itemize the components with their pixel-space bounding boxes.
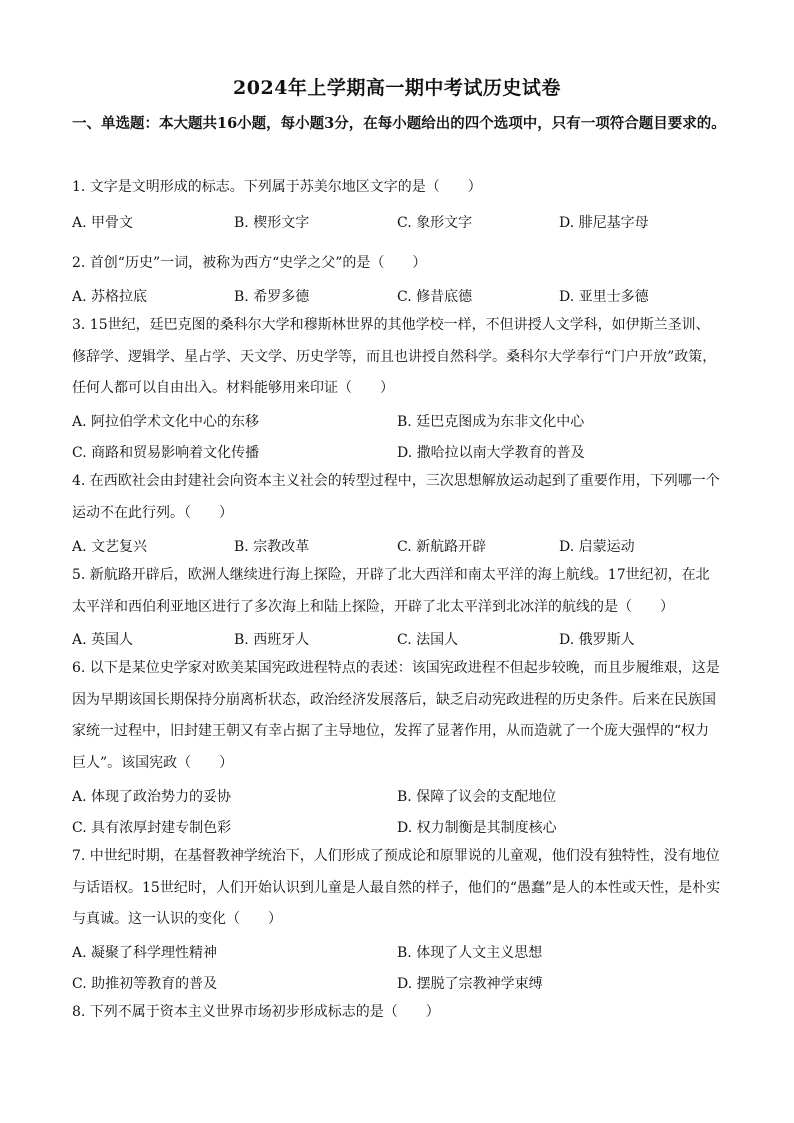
question-6-stem: 6. 以下是某位史学家对欧美某国宪政进程特点的表述：该国宪政进程不但起步较晚，而且步履维艰，这是因为早期该国长期保持分崩离析状态，政治经济发展落后，缺乏启动宪政进程的历史条件。后来在民族国家统一过程中，旧封建王朝又有幸占据了主导地位，发挥了显著作用，从而造就了一个庞大强悍的“权力巨人”。该国宪政（ ）: [72, 660, 720, 771]
question-7-options-row1: [72, 942, 722, 966]
question-1-stem: 1. 文字是文明形成的标志。下列属于苏美尔地区文字的是（ ）: [72, 179, 482, 195]
option-b[interactable]: B. 宗教改革: [234, 539, 310, 555]
option-c[interactable]: C. 商路和贸易影响着文化传播: [72, 445, 260, 461]
option-c[interactable]: C. 助推初等教育的普及: [72, 976, 218, 992]
question-2-options: [72, 286, 722, 310]
question-7-stem: 7. 中世纪时期，在基督教神学统治下，人们形成了预成论和原罪说的儿童观，他们没有独特性，没有地位与话语权。15世纪时，人们开始认识到儿童是人最自然的样子，他们的“愚蠢”是人的本性或天性，是朴实与真诚。这一认识的变化（ ）: [72, 848, 721, 927]
question-6-options-row2: [72, 817, 722, 841]
option-b[interactable]: B. 希罗多德: [234, 289, 310, 305]
question-4-options: [72, 536, 722, 560]
question-5-stem: 5. 新航路开辟后，欧洲人继续进行海上探险，开辟了北大西洋和南太平洋的海上航线。17世纪初，在北太平洋和西伯利亚地区进行了多次海上和陆上探险，开辟了北太平洋到北冰洋的航线的是（ ）: [72, 567, 710, 615]
option-c[interactable]: C. 新航路开辟: [397, 539, 487, 555]
option-b[interactable]: B. 廷巴克图成为东非文化中心: [397, 414, 585, 430]
option-d[interactable]: D. 启蒙运动: [559, 539, 635, 555]
option-a[interactable]: A. 甲骨文: [72, 215, 134, 231]
option-c[interactable]: C. 象形文字: [397, 215, 473, 231]
option-a[interactable]: A. 英国人: [72, 632, 134, 648]
question-3-stem: 3. 15世纪，廷巴克图的桑科尔大学和穆斯林世界的其他学校一样，不但讲授人文学科，如伊斯兰圣训、修辞学、逻辑学、星占学、天文学、历史学等，而且也讲授自然科学。桑科尔大学奉行“门户开放”政策，任何人都可以自由出入。材料能够用来印证（ ）: [72, 317, 717, 396]
question-3-options-row1: [72, 411, 722, 435]
question-1-options: [72, 212, 722, 236]
option-a[interactable]: A. 凝聚了科学理性精神: [72, 945, 218, 961]
option-d[interactable]: D. 亚里士多德: [559, 289, 649, 305]
option-c[interactable]: C. 具有浓厚封建专制色彩: [72, 820, 232, 836]
question-8-stem: 8. 下列不属于资本主义世界市场初步形成标志的是（ ）: [72, 1004, 440, 1020]
option-d[interactable]: D. 权力制衡是其制度核心: [397, 820, 557, 836]
question-2-stem: 2. 首创“历史”一词，被称为西方“史学之父”的是（ ）: [72, 255, 427, 271]
question-4-stem: 4. 在西欧社会由封建社会向资本主义社会的转型过程中，三次思想解放运动起到了重要作用，下列哪一个运动不在此行列。（ ）: [72, 473, 720, 521]
question-6-options-row1: [72, 786, 722, 810]
question-5-options: [72, 629, 722, 653]
option-d[interactable]: D. 撒哈拉以南大学教育的普及: [397, 445, 585, 461]
option-d[interactable]: D. 腓尼基字母: [559, 215, 649, 231]
option-a[interactable]: A. 体现了政治势力的妥协: [72, 789, 232, 805]
option-a[interactable]: A. 苏格拉底: [72, 289, 148, 305]
option-c[interactable]: C. 法国人: [397, 632, 459, 648]
option-c[interactable]: C. 修昔底德: [397, 289, 473, 305]
option-b[interactable]: B. 西班牙人: [234, 632, 310, 648]
option-d[interactable]: D. 摆脱了宗教神学束缚: [397, 976, 543, 992]
question-3-options-row2: [72, 442, 722, 466]
option-b[interactable]: B. 体现了人文主义思想: [397, 945, 543, 961]
option-b[interactable]: B. 保障了议会的支配地位: [397, 789, 557, 805]
option-a[interactable]: A. 文艺复兴: [72, 539, 148, 555]
page-title: 2024年上学期高一期中考试历史试卷: [233, 77, 561, 99]
option-b[interactable]: B. 楔形文字: [234, 215, 310, 231]
option-a[interactable]: A. 阿拉伯学术文化中心的东移: [72, 414, 260, 430]
section-heading: 一、单选题：本大题共16小题，每小题3分，在每小题给出的四个选项中，只有一项符合题目要求的。: [72, 115, 726, 132]
question-7-options-row2: [72, 973, 722, 997]
option-d[interactable]: D. 俄罗斯人: [559, 632, 635, 648]
